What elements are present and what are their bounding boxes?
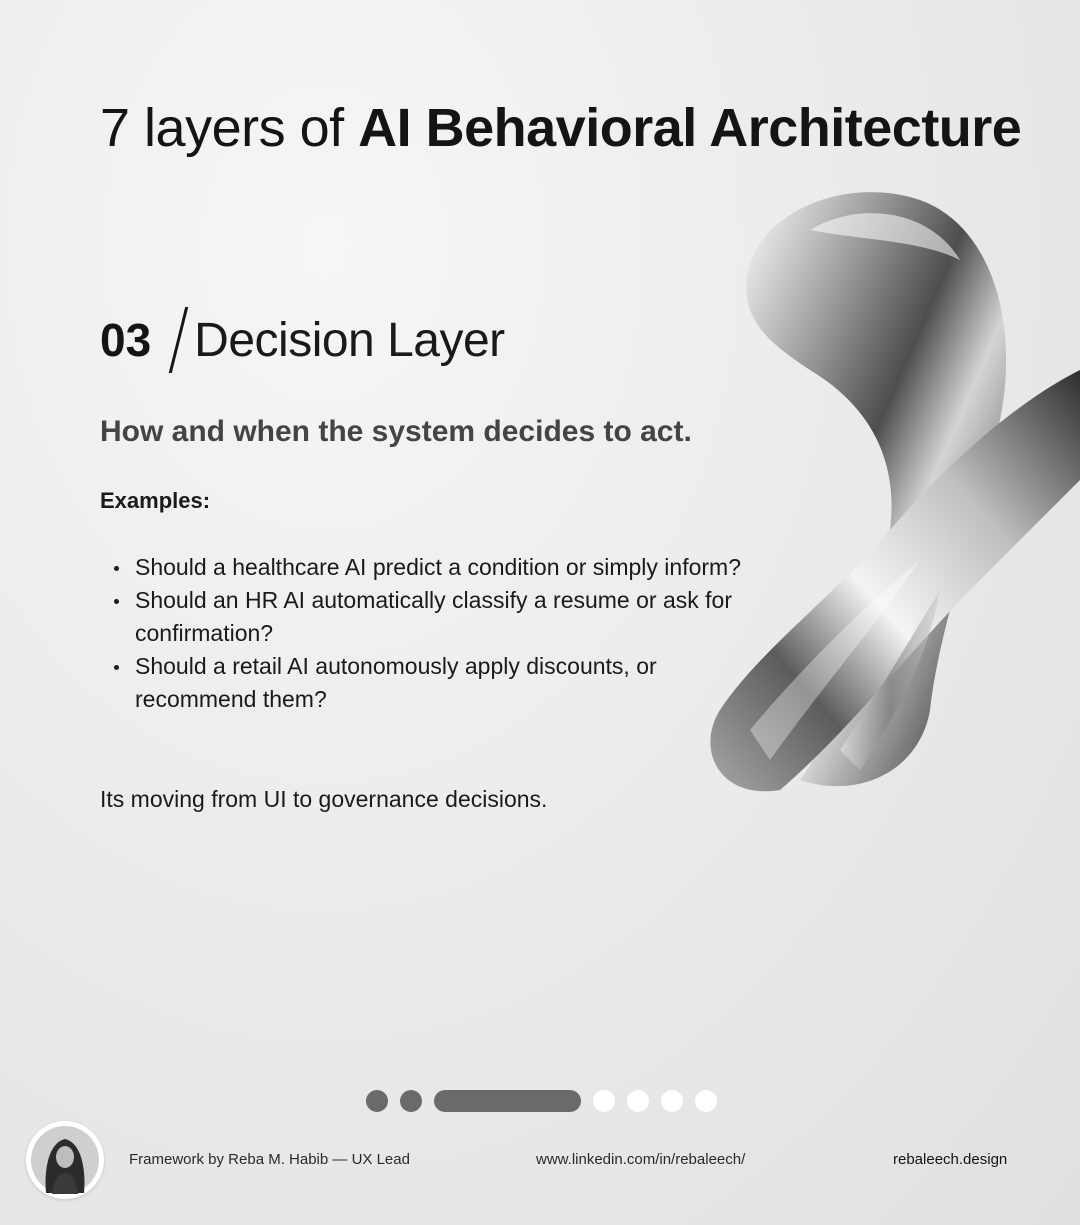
pagination-current[interactable] (434, 1090, 581, 1112)
linkedin-link[interactable]: www.linkedin.com/in/rebaleech/ (536, 1151, 746, 1168)
pagination-dot[interactable] (695, 1090, 717, 1112)
author-credit: Framework by Reba M. Habib — UX Lead (129, 1151, 410, 1168)
layer-subtitle: How and when the system decides to act. (100, 415, 692, 448)
pagination-dot[interactable] (593, 1090, 615, 1112)
author-portrait (26, 1121, 104, 1199)
slash-divider (169, 307, 188, 373)
avatar (26, 1121, 104, 1199)
slide-title (100, 96, 1021, 160)
closing-statement: Its moving from UI to governance decisions. (100, 786, 548, 812)
layer-heading (100, 300, 505, 380)
website-link[interactable]: rebaleech.design (893, 1151, 1008, 1168)
slide-pagination (366, 1090, 717, 1112)
chrome-swirl-graphic (690, 170, 1080, 820)
example-item: Should a retail AI autonomously apply discounts, or recommend them? (100, 650, 750, 716)
examples-label: Examples: (100, 488, 211, 513)
pagination-dot[interactable] (627, 1090, 649, 1112)
example-item: Should a healthcare AI predict a condition or simply inform? (100, 551, 750, 584)
pagination-dot[interactable] (366, 1090, 388, 1112)
pagination-dot[interactable] (661, 1090, 683, 1112)
example-item: Should an HR AI automatically classify a resume or ask for confirmation? (100, 584, 750, 650)
examples-list (100, 551, 750, 716)
pagination-dot[interactable] (400, 1090, 422, 1112)
title-emphasis: AI Behavioral Architecture (358, 98, 1022, 158)
title-prefix: 7 layers of (100, 98, 359, 158)
layer-name: Decision Layer (194, 313, 505, 367)
layer-number: 03 (100, 314, 152, 366)
